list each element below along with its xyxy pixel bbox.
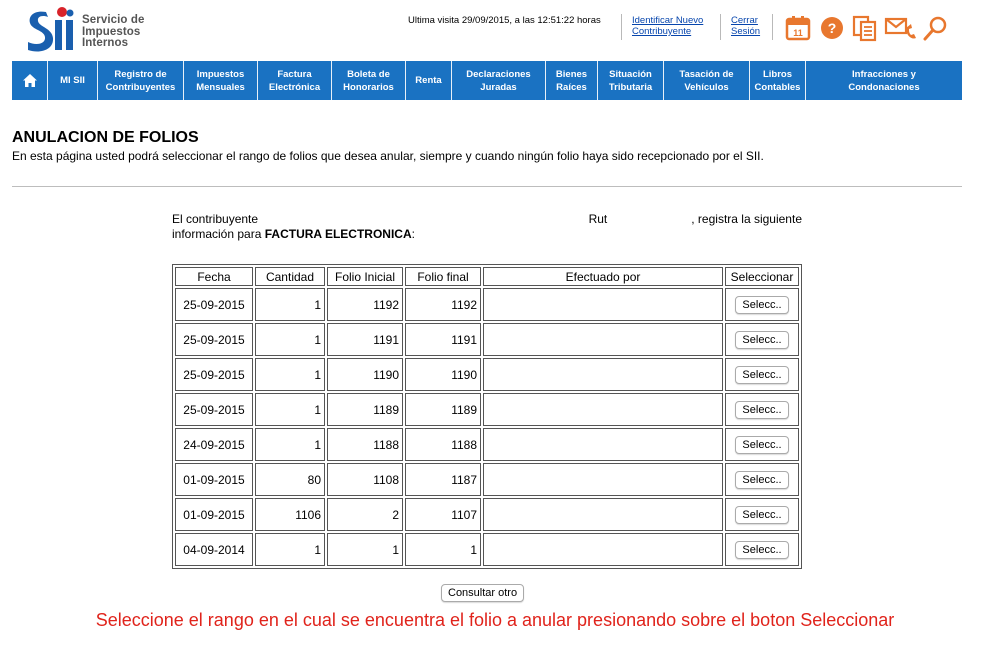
cantidad-cell: 1 — [255, 323, 325, 356]
taxpayer-intro: El contribuyente Rutxxxxxxxxxxxxxx, registra la siguiente información para FACTURA ELECTRONICA: — [172, 212, 802, 241]
nav-infracciones-condonaciones[interactable] — [806, 61, 962, 100]
intro-line2-suffix: : — [411, 227, 415, 241]
efectuado-por-cell — [483, 393, 723, 426]
col-header: Cantidad — [255, 267, 325, 286]
select-cell — [725, 498, 799, 531]
select-range-button[interactable]: Selecc.. — [735, 541, 788, 559]
col-header: Seleccionar — [725, 267, 799, 286]
table-row — [175, 393, 799, 426]
intro-line2-prefix: información para — [172, 227, 262, 241]
nav-label: Libros Contables — [754, 68, 801, 93]
folio-final-cell: 1189 — [405, 393, 481, 426]
fecha-cell: 01-09-2015 — [175, 498, 253, 531]
identify-taxpayer-link[interactable]: Identificar Nuevo Contribuyente — [632, 15, 704, 37]
nav-label: Tasación de Vehículos — [679, 68, 734, 93]
folio-inicial-cell: 1108 — [327, 463, 403, 496]
cantidad-cell: 1 — [255, 533, 325, 566]
logo-line: Internos — [82, 37, 129, 49]
folio-inicial-cell: 1191 — [327, 323, 403, 356]
consult-another-button[interactable]: Consultar otro — [441, 584, 524, 602]
folio-inicial-cell: 1190 — [327, 358, 403, 391]
sii-logo[interactable] — [24, 6, 164, 54]
folios-table-body — [175, 288, 799, 566]
logout-link[interactable]: Cerrar Sesión — [731, 15, 761, 37]
nav-label: Impuestos Mensuales — [196, 68, 245, 93]
cantidad-cell: 1 — [255, 358, 325, 391]
nav-declaraciones-juradas[interactable] — [452, 61, 546, 100]
sii-logo-mark — [24, 6, 78, 54]
table-row — [175, 533, 799, 566]
table-row — [175, 323, 799, 356]
folio-final-cell: 1190 — [405, 358, 481, 391]
nav-label: Boleta de Honorarios — [343, 68, 394, 93]
select-range-button[interactable]: Selecc.. — [735, 366, 788, 384]
folio-inicial-cell: 1 — [327, 533, 403, 566]
nav-libros-contables[interactable] — [750, 61, 806, 100]
nav-impuestos-mensuales[interactable] — [184, 61, 258, 100]
table-row — [175, 498, 799, 531]
documents-icon[interactable] — [851, 14, 879, 42]
col-header: Fecha — [175, 267, 253, 286]
folio-final-cell: 1192 — [405, 288, 481, 321]
nav-renta[interactable] — [406, 61, 452, 100]
nav-label: Infracciones y Condonaciones — [848, 68, 920, 93]
help-icon[interactable] — [818, 14, 846, 42]
folio-inicial-cell: 2 — [327, 498, 403, 531]
efectuado-por-cell — [483, 358, 723, 391]
efectuado-por-cell — [483, 463, 723, 496]
home-icon — [22, 73, 38, 88]
fecha-cell: 25-09-2015 — [175, 358, 253, 391]
col-header: Folio final — [405, 267, 481, 286]
page-title: ANULACION DE FOLIOS — [12, 129, 199, 146]
svg-text:?: ? — [827, 20, 837, 36]
folio-final-cell: 1107 — [405, 498, 481, 531]
efectuado-por-cell — [483, 498, 723, 531]
nav-label: Declaraciones Juradas — [466, 68, 531, 93]
fecha-cell: 01-09-2015 — [175, 463, 253, 496]
nav-bienes-raices[interactable] — [546, 61, 598, 100]
nav-home[interactable] — [12, 61, 48, 100]
select-range-button[interactable]: Selecc.. — [735, 471, 788, 489]
fecha-cell: 24-09-2015 — [175, 428, 253, 461]
folio-final-cell: 1191 — [405, 323, 481, 356]
folio-inicial-cell: 1192 — [327, 288, 403, 321]
main-nav — [12, 61, 962, 100]
nav-registro-contribuyentes[interactable] — [98, 61, 184, 100]
cantidad-cell: 80 — [255, 463, 325, 496]
nav-tasacion-vehiculos[interactable] — [664, 61, 750, 100]
efectuado-por-cell — [483, 288, 723, 321]
fecha-cell: 25-09-2015 — [175, 288, 253, 321]
logo-text — [82, 15, 144, 50]
table-row — [175, 428, 799, 461]
intro-registers: , registra la siguiente — [691, 212, 802, 226]
efectuado-por-cell — [483, 323, 723, 356]
select-cell — [725, 288, 799, 321]
contact-icon[interactable] — [884, 14, 918, 42]
folios-table — [172, 264, 802, 569]
logo-line: Impuestos — [82, 25, 141, 38]
document-type: FACTURA ELECTRONICA — [264, 227, 412, 241]
nav-label: Factura Electrónica — [268, 68, 321, 93]
nav-label: Bienes Raíces — [555, 68, 588, 93]
select-cell — [725, 323, 799, 356]
select-range-button[interactable]: Selecc.. — [735, 506, 788, 524]
intro-prefix: El contribuyente — [172, 212, 259, 226]
folio-final-cell: 1187 — [405, 463, 481, 496]
cantidad-cell: 1106 — [255, 498, 325, 531]
select-cell — [725, 393, 799, 426]
select-range-button[interactable]: Selecc.. — [735, 401, 788, 419]
cantidad-cell: 1 — [255, 393, 325, 426]
select-cell — [725, 428, 799, 461]
header-divider — [621, 14, 622, 40]
nav-label: Situación Tributaria — [608, 68, 653, 93]
logo-line: Servicio de — [82, 14, 145, 26]
last-visit-text: Ultima visita 29/09/2015, a las 12:51:22 horas — [408, 15, 601, 26]
nav-factura-electronica[interactable] — [258, 61, 332, 100]
cantidad-cell: 1 — [255, 428, 325, 461]
select-cell — [725, 533, 799, 566]
search-icon[interactable] — [922, 14, 950, 42]
nav-boleta-honorarios[interactable] — [332, 61, 406, 100]
nav-mi-sii[interactable] — [48, 61, 98, 100]
nav-label: Registro de Contribuyentes — [105, 68, 176, 93]
select-range-button[interactable]: Selecc.. — [735, 436, 788, 454]
table-row — [175, 288, 799, 321]
select-range-button[interactable]: Selecc.. — [735, 296, 788, 314]
header-divider — [772, 14, 773, 40]
calendar-icon[interactable] — [784, 14, 812, 42]
folio-final-cell: 1188 — [405, 428, 481, 461]
col-header: Folio Inicial — [327, 267, 403, 286]
folio-final-cell: 1 — [405, 533, 481, 566]
fecha-cell: 25-09-2015 — [175, 393, 253, 426]
header-divider — [720, 14, 721, 40]
divider — [12, 186, 962, 187]
table-row — [175, 358, 799, 391]
select-cell — [725, 463, 799, 496]
nav-label: Renta — [415, 75, 442, 86]
select-cell — [725, 358, 799, 391]
fecha-cell: 04-09-2014 — [175, 533, 253, 566]
folio-inicial-cell: 1189 — [327, 393, 403, 426]
efectuado-por-cell — [483, 533, 723, 566]
intro-rut-label: Rut — [588, 212, 608, 226]
col-header: Efectuado por — [483, 267, 723, 286]
site-header — [0, 0, 990, 60]
calendar-day: 11 — [793, 28, 803, 38]
table-header-row — [175, 267, 799, 286]
instruction-text: Seleccione el rango en el cual se encuentra el folio a anular presionando sobre el boton Seleccionar — [95, 610, 895, 630]
page-description: En esta página usted podrá seleccionar el rango de folios que desea anular, siempre y cuando ningún folio haya sido recepcionado por el SII. — [12, 149, 764, 163]
efectuado-por-cell — [483, 428, 723, 461]
select-range-button[interactable]: Selecc.. — [735, 331, 788, 349]
nav-situacion-tributaria[interactable] — [598, 61, 664, 100]
cantidad-cell: 1 — [255, 288, 325, 321]
folio-inicial-cell: 1188 — [327, 428, 403, 461]
fecha-cell: 25-09-2015 — [175, 323, 253, 356]
table-row — [175, 463, 799, 496]
nav-label: MI SII — [60, 75, 85, 86]
